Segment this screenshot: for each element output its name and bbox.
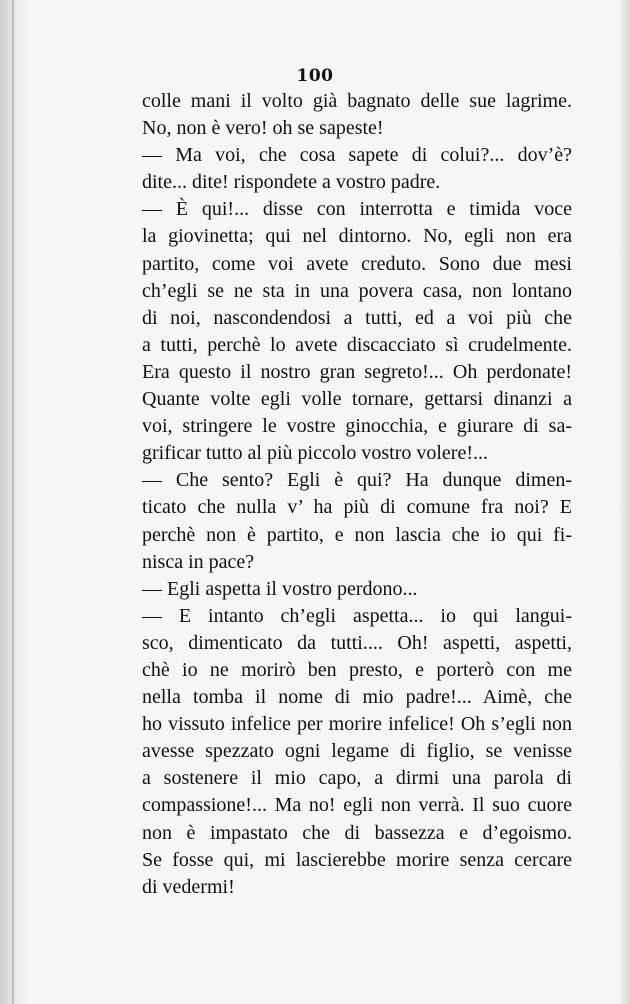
text-line: dite... dite! rispondete a vostro padre.	[142, 171, 441, 194]
text-line: — Egli aspetta il vostro perdono...	[142, 577, 418, 600]
body-text	[142, 88, 572, 901]
text-line: chè io ne morirò ben presto, e porterò con me	[142, 658, 572, 681]
text-line: Se fosse qui, mi lascierebbe morire senza cercare	[142, 848, 572, 871]
text-line: nella tomba il nome di mio padre!... Aimè, che	[142, 686, 572, 709]
text-line: — Che sento? Egli è qui? Ha dunque dimen-	[142, 469, 572, 492]
text-line: — È qui!... disse con interrotta e timida voce	[142, 198, 572, 221]
text-line: colle mani il volto già bagnato delle sue lagrime.	[142, 90, 572, 112]
text-line: grificar tutto al più piccolo vostro volere!...	[142, 442, 489, 465]
text-line: partito, come voi avete creduto. Sono due mesi	[142, 252, 572, 275]
text-line: Quante volte egli volle tornare, gettarsi dinanzi a	[142, 388, 572, 411]
page-number: 100	[296, 66, 334, 86]
text-line: Era questo il nostro gran segreto!... Oh perdonate!	[142, 360, 572, 383]
text-line: di noi, nascondendosi a tutti, ed a voi più che	[142, 306, 572, 329]
text-line: — E intanto ch’egli aspetta... io qui langui-	[142, 604, 572, 627]
page-right-edge	[618, 0, 630, 1004]
text-line: sco, dimenticato da tutti.... Oh! aspetti, aspetti,	[142, 631, 572, 654]
text-line: la giovinetta; qui nel dintorno. No, egli non era	[142, 225, 572, 248]
text-line: avesse spezzato ogni legame di figlio, se venisse	[142, 740, 572, 763]
text-line: ho vissuto infelice per morire infelice! Oh s’egli non	[142, 713, 572, 736]
text-line: ch’egli se ne sta in una povera casa, non lontano	[142, 279, 572, 302]
text-line: ticato che nulla v’ ha più di comune fra noi? E	[142, 496, 572, 519]
text-line: compassione!... Ma no! egli non verrà. Il suo cuore	[142, 794, 572, 817]
text-line: non è impastato che di bassezza e d’egoismo.	[142, 821, 572, 844]
text-line: a tutti, perchè lo avete discacciato sì crudelmente.	[142, 333, 572, 356]
text-line: di vedermi!	[142, 875, 235, 898]
text-line: voi, stringere le vostre ginocchia, e giurare di sa-	[142, 415, 572, 438]
text-line: perchè non è partito, e non lascia che io qui fi-	[142, 523, 572, 546]
text-line: No, non è vero! oh se sapeste!	[142, 117, 384, 140]
text-line: a sostenere il mio capo, a dirmi una parola di	[142, 767, 572, 790]
text-line: nisca in pace?	[142, 550, 255, 573]
page-spine-line	[12, 0, 14, 1004]
text-line: — Ma voi, che cosa sapete di colui?... dov’è?	[142, 144, 572, 167]
